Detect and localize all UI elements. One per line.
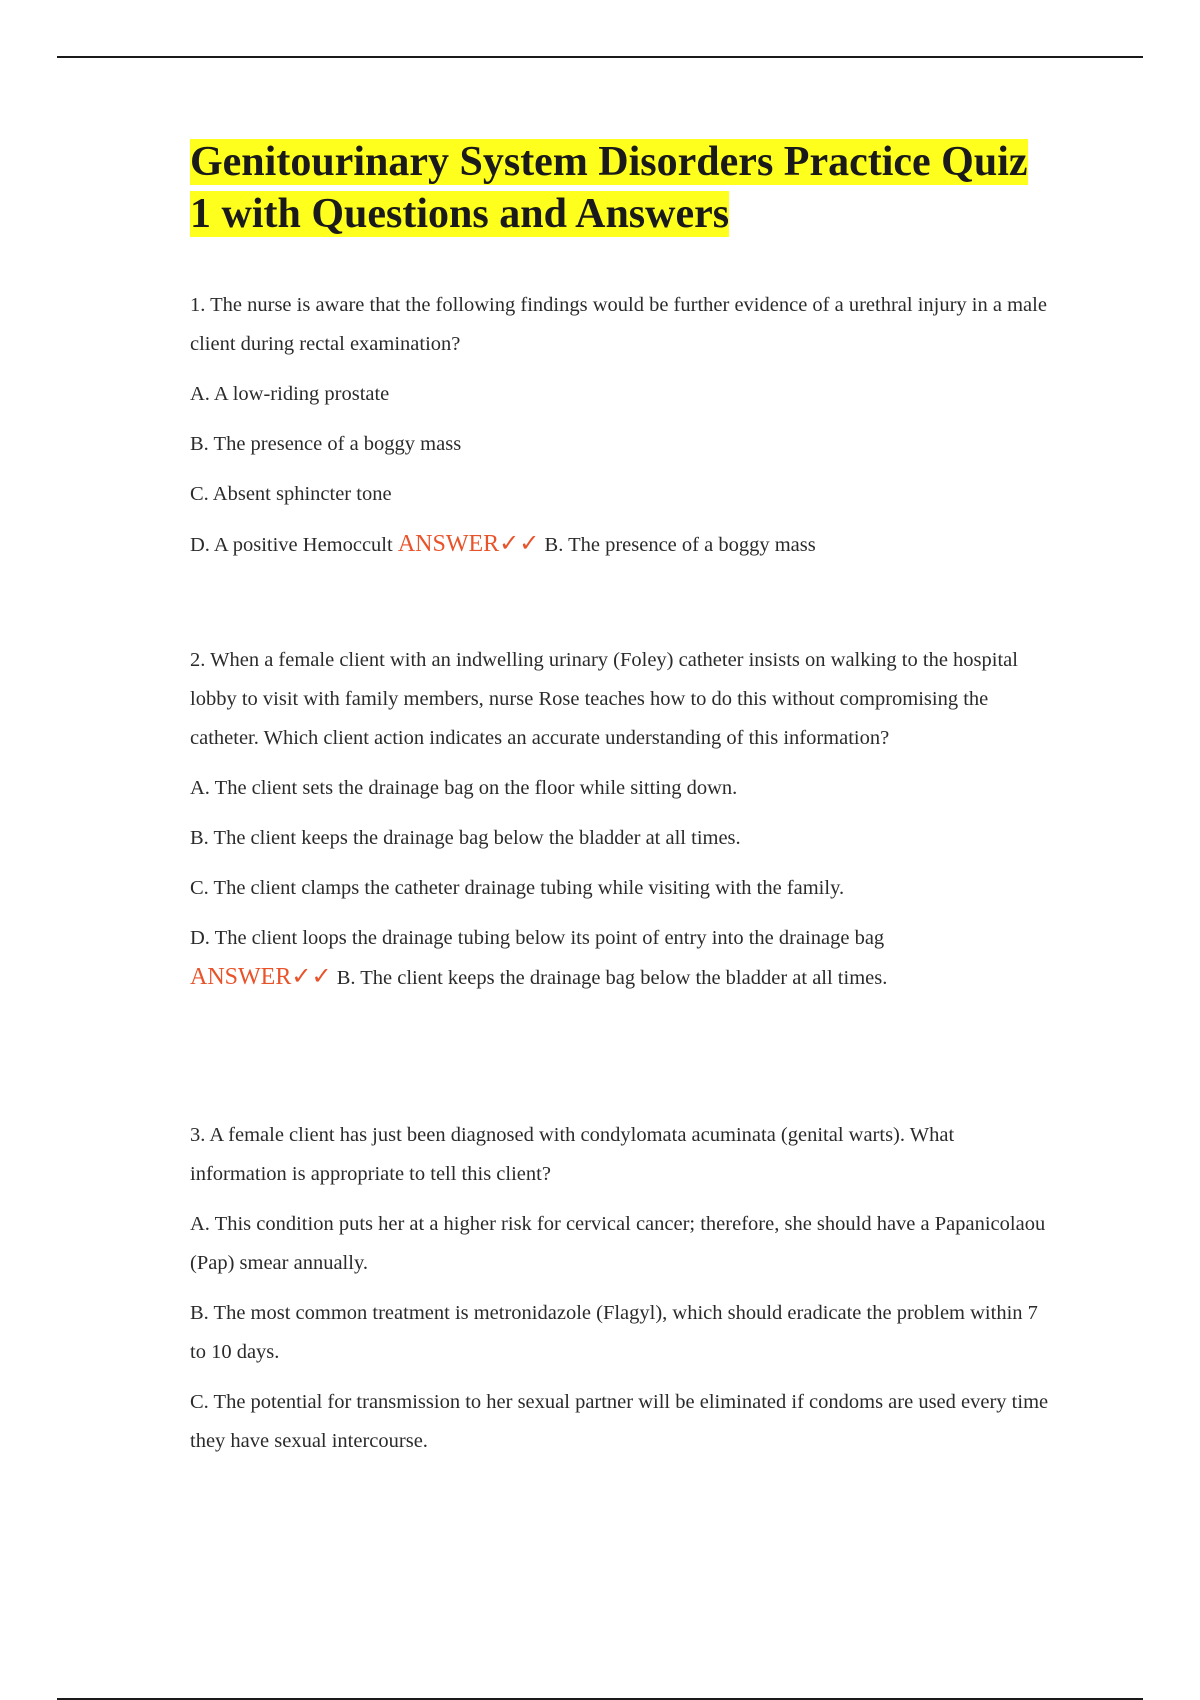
- question-2: [190, 641, 1050, 998]
- question-2-answer-label: ANSWER✓✓: [190, 964, 332, 990]
- question-2-option-c: C. The client clamps the catheter drainage tubing while visiting with the family.: [190, 877, 845, 899]
- title-highlight: Genitourinary System Disorders Practice Quiz 1 with Questions and Answers: [190, 139, 1028, 237]
- question-1: [190, 286, 1050, 565]
- question-1-option-a: A. A low-riding prostate: [190, 383, 390, 405]
- document-title: [190, 136, 1050, 240]
- document-page: [190, 136, 1050, 1452]
- question-1-option-d: D. A positive Hemoccult: [190, 534, 393, 556]
- question-2-option-d: D. The client loops the drainage tubing below its point of entry into the drainage bag: [190, 927, 885, 949]
- question-3-stem: 3. A female client has just been diagnosed with condylomata acuminata (genital warts). What information is appropriate to tell this client?: [190, 1124, 955, 1185]
- question-1-option-b: B. The presence of a boggy mass: [190, 433, 462, 455]
- question-2-option-a: A. The client sets the drainage bag on the floor while sitting down.: [190, 777, 738, 799]
- question-2-option-b: B. The client keeps the drainage bag below the bladder at all times.: [190, 827, 741, 849]
- question-3-option-a: A. This condition puts her at a higher risk for cervical cancer; therefore, she should have a Papanicolaou (Pap) smear annually.: [190, 1213, 1046, 1274]
- top-rule: [57, 56, 1143, 58]
- question-2-answer-text: B. The client keeps the drainage bag below the bladder at all times.: [336, 967, 888, 989]
- question-1-option-d-line: [190, 525, 1050, 565]
- question-1-stem: 1. The nurse is aware that the following findings would be further evidence of a urethral injury in a male client during rectal examination?: [190, 294, 1047, 355]
- question-3-option-b: B. The most common treatment is metronidazole (Flagyl), which should eradicate the problem within 7 to 10 days.: [190, 1302, 1038, 1363]
- question-3: [190, 1116, 1050, 1461]
- question-1-answer-label: ANSWER✓✓: [397, 531, 540, 557]
- question-2-stem: 2. When a female client with an indwelling urinary (Foley) catheter insists on walking to the hospital lobby to visit with family members, nurse Rose teaches how to do this without compromising the catheter. Which client action indicates an accurate understanding of this information?: [190, 649, 1018, 749]
- question-3-option-c: C. The potential for transmission to her sexual partner will be eliminated if condoms are used every time they have sexual intercourse.: [190, 1391, 1049, 1452]
- question-2-answer-line: [190, 958, 1050, 998]
- question-1-option-c: C. Absent sphincter tone: [190, 483, 392, 505]
- question-1-answer-text: B. The presence of a boggy mass: [544, 534, 816, 556]
